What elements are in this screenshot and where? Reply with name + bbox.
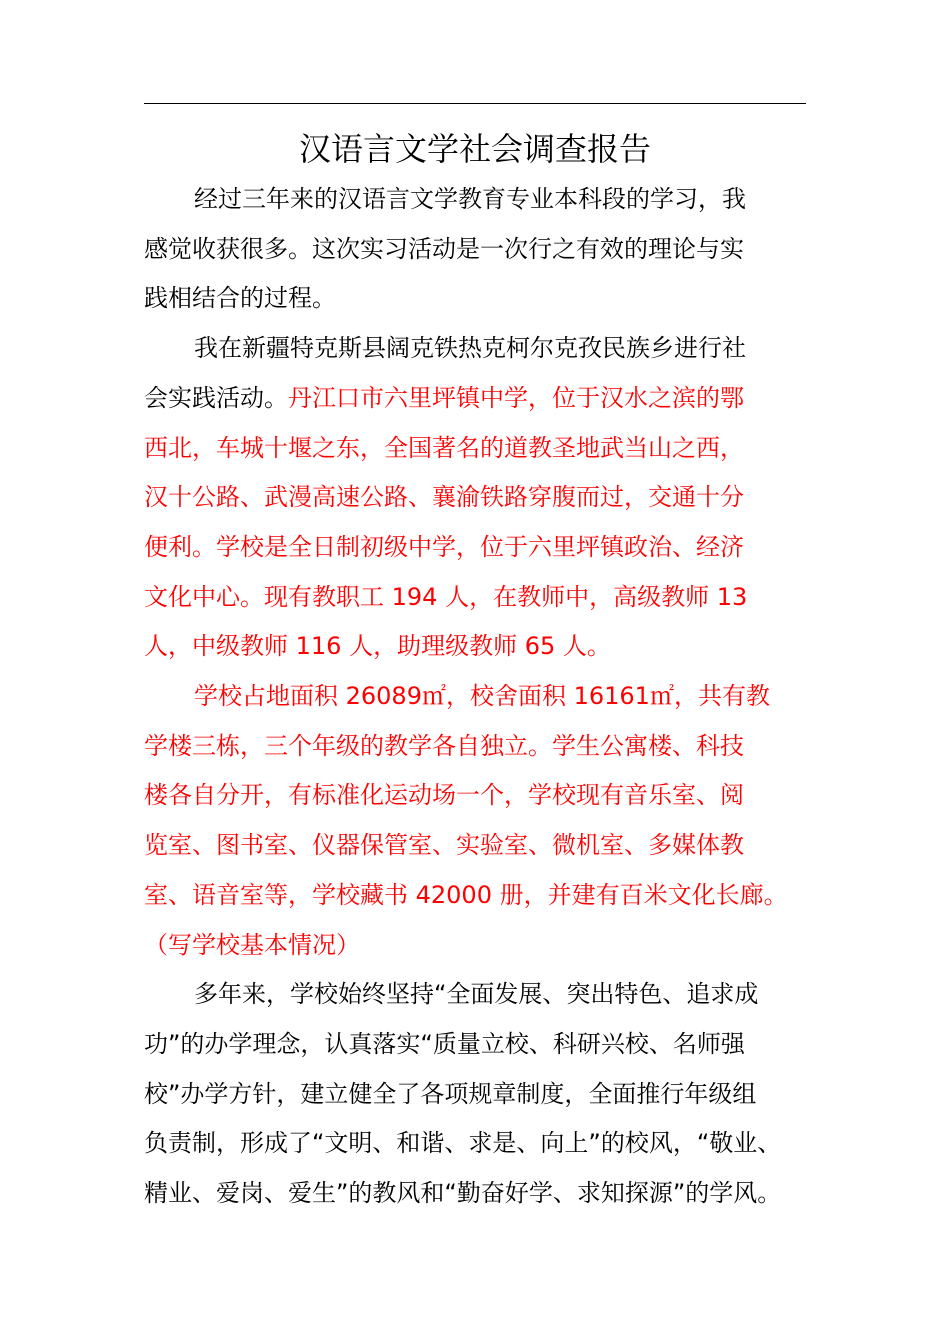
text-line bbox=[144, 374, 820, 424]
highlighted-text: 楼各自分开，有标准化运动场一个，学校现有音乐室、阅 bbox=[144, 781, 744, 810]
text-line bbox=[144, 722, 820, 772]
highlighted-text: 览室、图书室、仪器保管室、实验室、微机室、多媒体教 bbox=[144, 831, 744, 860]
text-line bbox=[144, 175, 820, 225]
line-text: 我在新疆特克斯县阔克铁热克柯尔克孜民族乡进行社 bbox=[194, 334, 746, 363]
text-line bbox=[144, 274, 820, 324]
text-line bbox=[144, 523, 820, 573]
highlighted-text: 学楼三栋，三个年级的教学各自独立。学生公寓楼、科技 bbox=[144, 731, 744, 760]
line-text: 功”的办学理念，认真落实“质量立校、科研兴校、名师强 bbox=[144, 1029, 745, 1058]
text-line bbox=[144, 473, 820, 523]
text-line bbox=[144, 1119, 820, 1169]
text-line bbox=[144, 970, 820, 1020]
line-text: 校”办学方针，建立健全了各项规章制度，全面推行年级组 bbox=[144, 1079, 757, 1108]
text-line bbox=[144, 1169, 820, 1219]
text-line bbox=[144, 771, 820, 821]
text-line bbox=[144, 324, 820, 374]
text-line bbox=[144, 672, 820, 722]
highlighted-text: （写学校基本情况） bbox=[144, 930, 360, 959]
document-title: 汉语言文学社会调查报告 bbox=[298, 130, 651, 168]
highlighted-text: 文化中心。现有教职工 194 人，在教师中，高级教师 13 bbox=[144, 582, 748, 611]
highlighted-text: 便利。学校是全日制初级中学，位于六里坪镇政治、经济 bbox=[144, 532, 744, 561]
line-text: 感觉收获很多。这次实习活动是一次行之有效的理论与实 bbox=[144, 234, 744, 263]
text-line bbox=[144, 622, 820, 672]
line-text: 会实践活动。 bbox=[144, 383, 288, 412]
highlighted-text: 丹江口市六里坪镇中学，位于汉水之滨的鄂 bbox=[288, 383, 744, 412]
text-line bbox=[144, 871, 820, 921]
text-line bbox=[144, 1020, 820, 1070]
highlighted-text: 学校占地面积 26089㎡，校舍面积 16161㎡，共有教 bbox=[194, 682, 770, 711]
line-text: 多年来，学校始终坚持“全面发展、突出特色、追求成 bbox=[194, 980, 759, 1009]
highlighted-text: 人，中级教师 116 人，助理级教师 65 人。 bbox=[144, 632, 611, 661]
highlighted-text: 汉十公路、武漫高速公路、襄渝铁路穿腹而过，交通十分 bbox=[144, 483, 744, 512]
text-line bbox=[144, 1070, 820, 1120]
text-line bbox=[144, 821, 820, 871]
text-line bbox=[144, 225, 820, 275]
document-body bbox=[144, 175, 820, 1219]
header-rule bbox=[144, 103, 806, 104]
line-text: 负责制，形成了“文明、和谐、求是、向上”的校风，“敬业、 bbox=[144, 1129, 782, 1158]
line-text: 经过三年来的汉语言文学教育专业本科段的学习，我 bbox=[194, 185, 746, 213]
line-text: 践相结合的过程。 bbox=[144, 284, 336, 313]
highlighted-text: 西北，车城十堰之东，全国著名的道教圣地武当山之西， bbox=[144, 433, 744, 462]
line-text: 精业、爱岗、爱生”的教风和“勤奋好学、求知探源”的学风。 bbox=[144, 1179, 782, 1208]
text-line bbox=[144, 424, 820, 474]
highlighted-text: 室、语音室等，学校藏书 42000 册，并建有百米文化长廊。 bbox=[144, 880, 788, 909]
text-line bbox=[144, 921, 820, 971]
text-line bbox=[144, 573, 820, 623]
